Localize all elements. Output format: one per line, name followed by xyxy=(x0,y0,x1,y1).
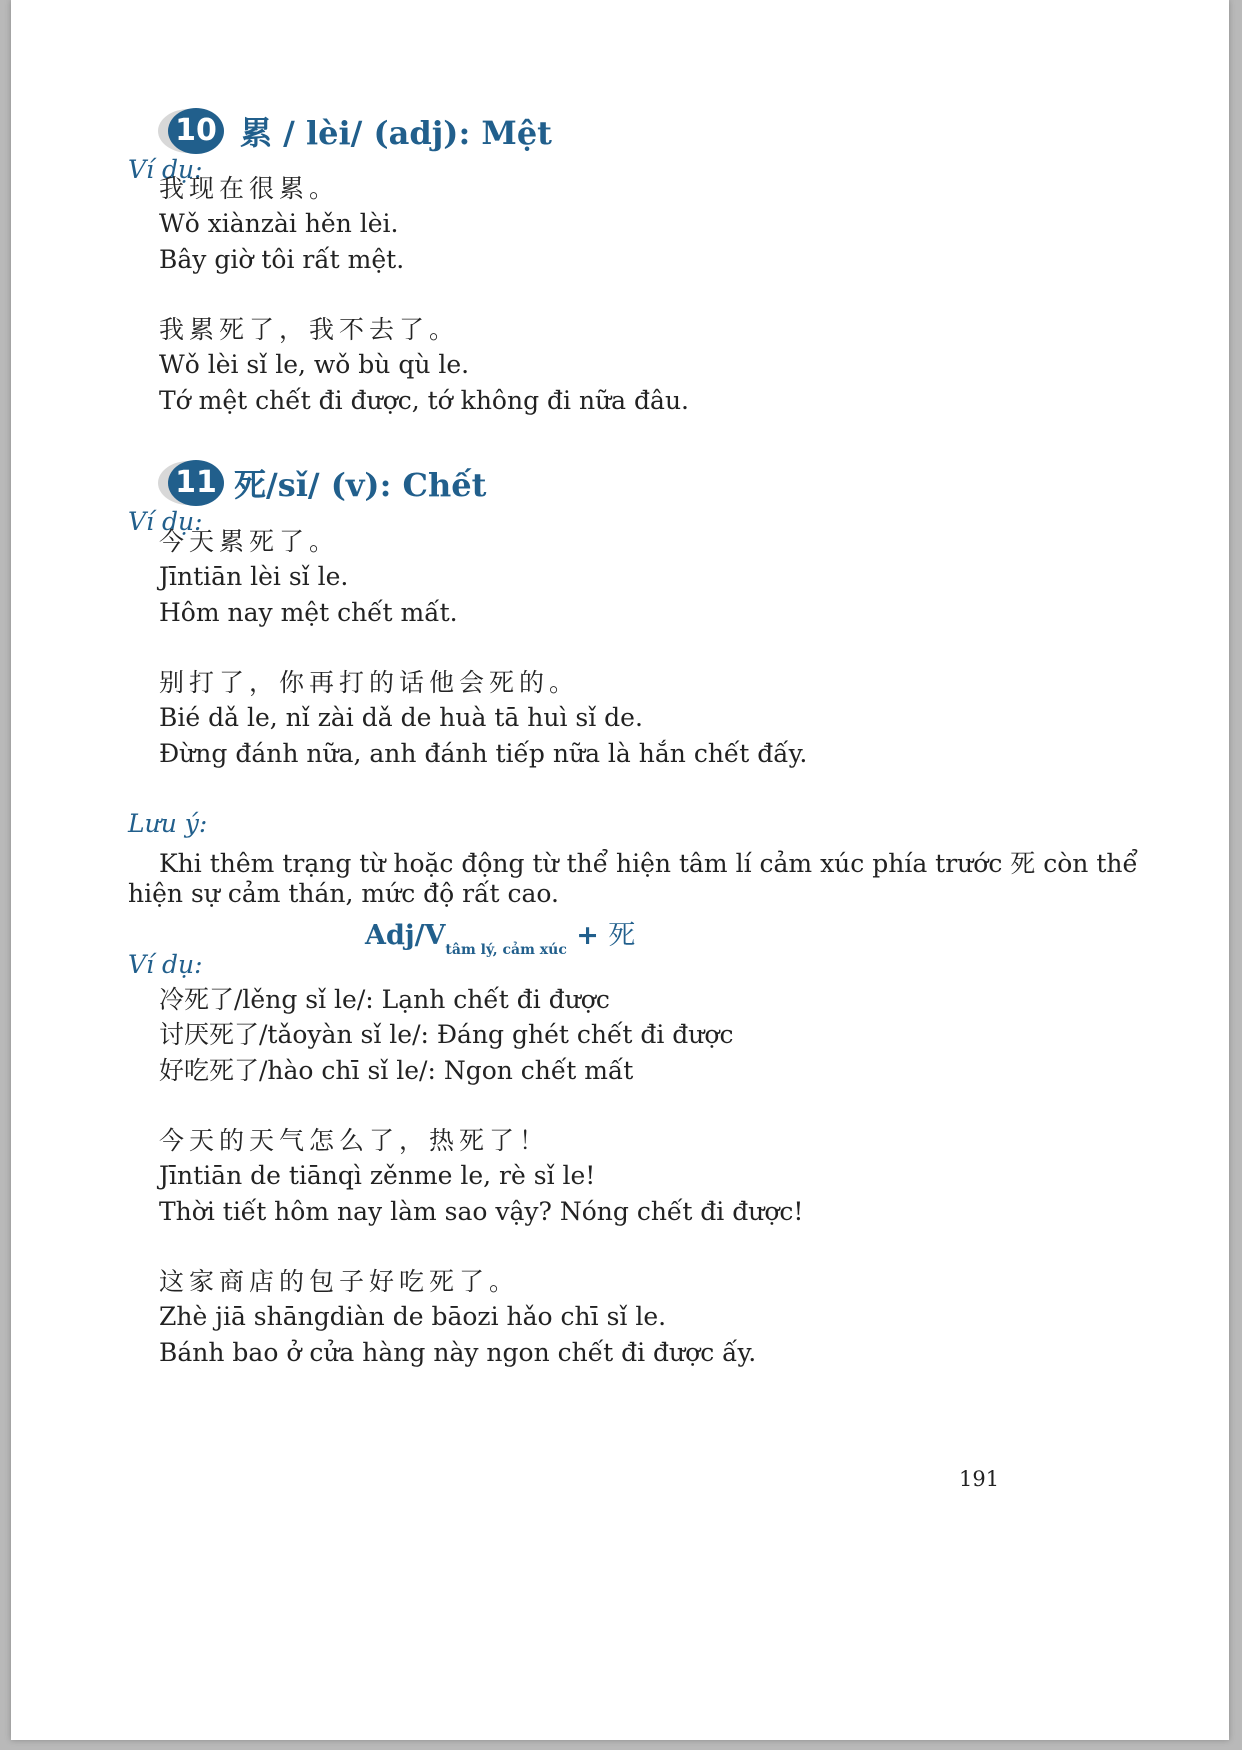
example-label: Ví dụ: xyxy=(128,950,203,979)
example-pinyin: Wǒ lèi sǐ le, wǒ bù qù le. xyxy=(159,350,470,379)
section-11-heading xyxy=(158,460,486,506)
book-page xyxy=(11,0,1229,1740)
example-chinese: 今天的天气怎么了，热死了！ xyxy=(159,1126,550,1155)
example-pinyin: Zhè jiā shāngdiàn de bāozi hǎo chī sǐ le. xyxy=(159,1302,667,1331)
note-label: Lưu ý: xyxy=(128,809,208,838)
formula-plus: + xyxy=(576,920,599,951)
example-pinyin: Jīntiān lèi sǐ le. xyxy=(159,562,349,591)
example-translation: Bánh bao ở cửa hàng này ngon chết đi được ấy. xyxy=(159,1338,757,1367)
example-phrase: 讨厌死了/tǎoyàn sǐ le/: Đáng ghét chết đi được xyxy=(159,1020,734,1049)
example-chinese: 今天累死了。 xyxy=(159,527,340,556)
section-number: 10 xyxy=(168,108,224,154)
example-chinese: 这家商店的包子好吃死了。 xyxy=(159,1267,520,1296)
example-pinyin: Bié dǎ le, nǐ zài dǎ de huà tā huì sǐ de. xyxy=(159,703,643,732)
page-number: 191 xyxy=(959,1467,1000,1491)
example-translation: Hôm nay mệt chết mất. xyxy=(159,598,458,627)
section-title: 死/sǐ/ (v): Chết xyxy=(234,466,487,504)
formula-main: Adj/V xyxy=(365,920,446,951)
section-number-badge xyxy=(158,108,224,154)
example-translation: Thời tiết hôm nay làm sao vậy? Nóng chết đi được! xyxy=(159,1197,804,1226)
formula-subscript: tâm lý, cảm xúc xyxy=(445,942,567,958)
example-phrase: 好吃死了/hào chī sǐ le/: Ngon chết mất xyxy=(159,1056,634,1085)
example-chinese: 别打了，你再打的话他会死的。 xyxy=(159,668,580,697)
example-translation: Đừng đánh nữa, anh đánh tiếp nữa là hắn chết đấy. xyxy=(159,739,808,768)
note-text-line2: hiện sự cảm thán, mức độ rất cao. xyxy=(128,879,559,908)
example-pinyin: Jīntiān de tiānqì zěnme le, rè sǐ le! xyxy=(159,1161,596,1190)
example-chinese: 我现在很累。 xyxy=(159,174,340,203)
example-chinese: 我累死了，我不去了。 xyxy=(159,315,460,344)
example-phrase: 冷死了/lěng sǐ le/: Lạnh chết đi được xyxy=(159,985,610,1014)
example-translation: Tớ mệt chết đi được, tớ không đi nữa đâu. xyxy=(159,386,689,415)
example-pinyin: Wǒ xiànzài hěn lèi. xyxy=(159,209,399,238)
grammar-formula xyxy=(365,913,635,958)
section-number-badge xyxy=(158,460,224,506)
example-translation: Bây giờ tôi rất mệt. xyxy=(159,245,405,274)
section-number: 11 xyxy=(168,460,224,506)
example-label: Ví dụ: xyxy=(128,507,203,536)
section-title: 累 / lèi/ (adj): Mệt xyxy=(240,114,552,152)
formula-char: 死 xyxy=(608,920,636,951)
section-10-heading xyxy=(158,108,552,154)
note-text-line1: Khi thêm trạng từ hoặc động từ thể hiện tâm lí cảm xúc phía trước 死 còn thể xyxy=(159,849,1138,878)
example-label: Ví dụ: xyxy=(128,155,203,184)
